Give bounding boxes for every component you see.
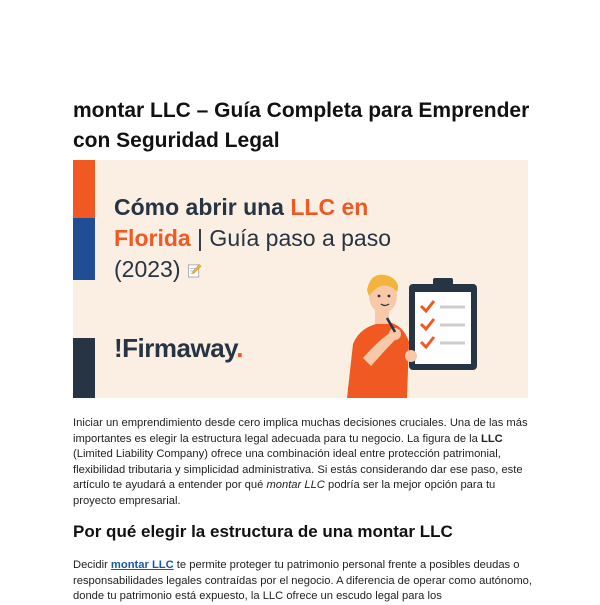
- hero-stripe-dark: [73, 338, 95, 398]
- intro-bold-llc: LLC: [480, 432, 503, 445]
- intro-text-1: Iniciar un emprendimiento desde cero implica muchas decisiones cruciales. Una de las más importantes es elegir la estructura legal adecuada para tu negocio. La figura de la: [73, 417, 528, 445]
- intro-text-3: podría ser la mejor opción para tu proyecto empresarial.: [73, 479, 496, 507]
- hero-heading-part2: | Guía paso a paso: [190, 225, 392, 251]
- section-text-1: Decidir: [73, 559, 111, 571]
- hero-stripe-orange: [73, 160, 95, 218]
- brand-name: Firmaway: [122, 333, 237, 363]
- hero-heading-accent1: LLC en: [290, 194, 369, 220]
- hero-heading-part3: (2023): [114, 256, 187, 282]
- hero-banner: [73, 160, 528, 398]
- page-title: montar LLC – Guía Completa para Emprender con Seguridad Legal: [73, 99, 530, 152]
- intro-italic-montar-llc: montar LLC: [266, 479, 325, 492]
- hero-stripe-blue: [73, 218, 95, 280]
- section-heading: Por qué elegir la estructura de una montar LLC: [73, 522, 453, 541]
- intro-text-2: (Limited Liability Company) ofrece una combinación ideal entre protección patrimonial, flexibilidad tributaria y simplicidad administrativa. Si estás considerando dar ese paso, este artículo te ayudará a entender por qué: [73, 448, 523, 492]
- memo-icon: [187, 263, 202, 278]
- brand-dot: .: [236, 333, 243, 363]
- person-checklist-illustration: [345, 262, 525, 398]
- hero-heading-part1: Cómo abrir una: [114, 194, 291, 220]
- section-text-2: te permite proteger tu patrimonio personal frente a posibles deudas o responsabilidades legales contraídas por el negocio. A diferencia de operar como autónomo, donde tu patrimonio está expuesto, la LLC ofrece un escudo legal para los: [73, 559, 532, 603]
- brand-mark: !: [114, 333, 123, 363]
- section-paragraph: [73, 558, 533, 605]
- brand-logo: [114, 333, 243, 364]
- hero-heading-accent2: Florida: [114, 225, 191, 251]
- montar-llc-link[interactable]: montar LLC: [110, 559, 174, 571]
- intro-paragraph: [73, 416, 533, 510]
